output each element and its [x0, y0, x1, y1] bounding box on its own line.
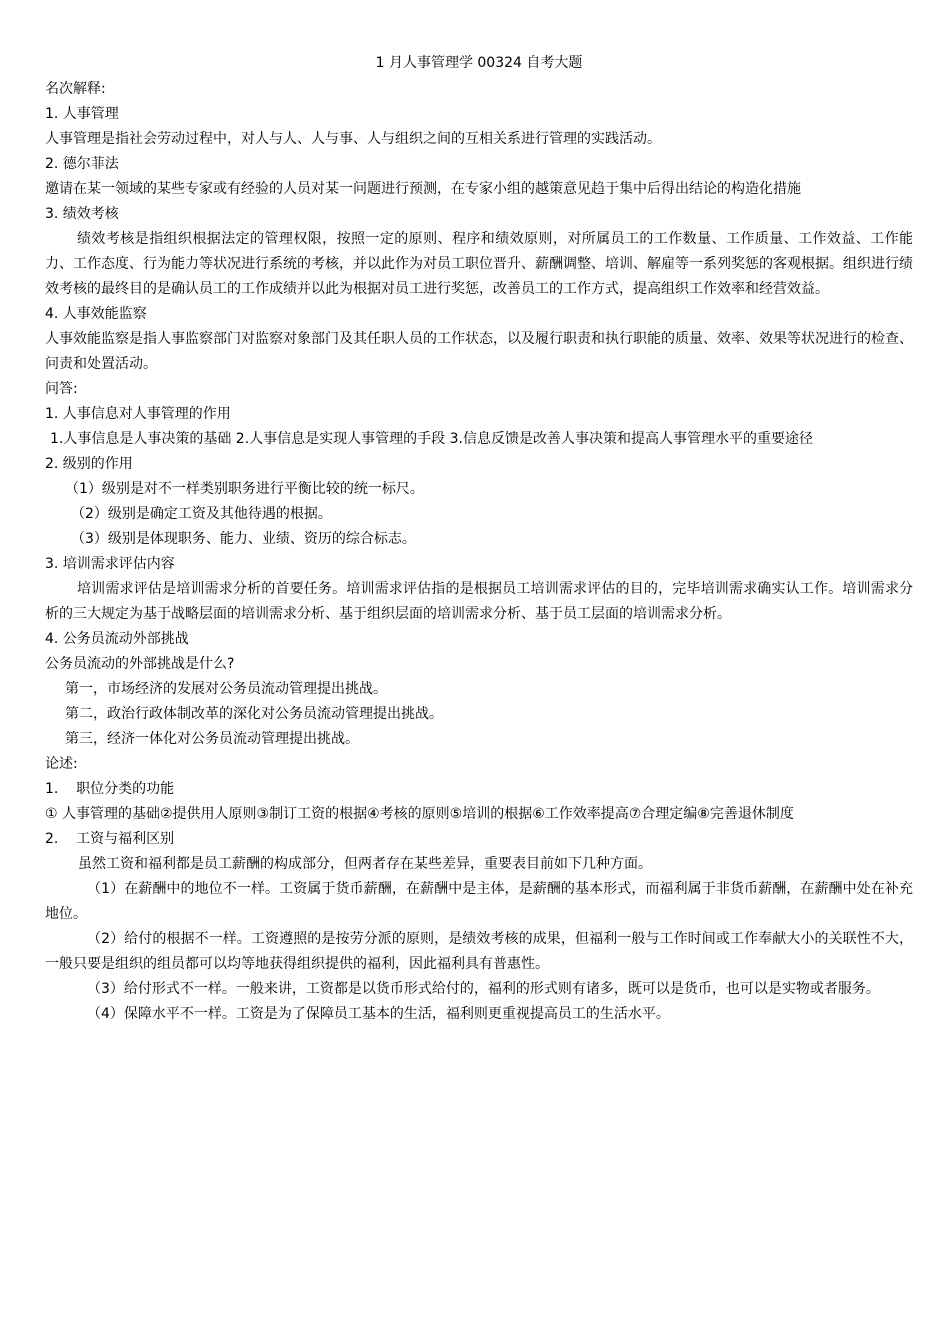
section-lunshu [45, 752, 913, 1027]
answer-text: 培训需求评估是培训需求分析的首要任务。培训需求评估指的是根据员工培训需求评估的目的，完毕培训需求确实认工作。培训需求分析的三大规定为基于战略层面的培训需求分析、基于组织层面的培训需求分析、基于员工层面的培训需求分析。 [45, 581, 913, 622]
term-definition: 绩效考核是指组织根据法定的管理权限，按照一定的原则、程序和绩效原则，对所属员工的工作数量、工作质量、工作效益、工作能力、工作态度、行为能力等状况进行系统的考核，并以此作为对员工职位晋升、薪酬调整、培训、解雇等一系列奖惩的客观根据。组织进行绩效考核的最终目的是确认员工的工作成绩并以此为根据对员工进行奖惩，改善员工的工作方式，提高组织工作效率和经营效益。 [45, 231, 913, 297]
answer-list-item: 第一，市场经济的发展对公务员流动管理提出挑战。 [65, 681, 387, 697]
section-heading: 问答: [45, 381, 78, 397]
term-heading: 1. 人事管理 [45, 106, 119, 122]
essay-point: （4）保障水平不一样。工资是为了保障员工基本的生活，福利则更重视提高员工的生活水平。 [87, 1006, 670, 1022]
essay-text: ① 人事管理的基础②提供用人原则③制订工资的根据④考核的原则⑤培训的根据⑥工作效率提高⑦合理定编⑧完善退休制度 [45, 806, 794, 822]
term-heading: 2. 德尔菲法 [45, 156, 119, 172]
term-heading: 3. 绩效考核 [45, 206, 119, 222]
answer-list-item: （2）级别是确定工资及其他待遇的根据。 [71, 506, 332, 522]
essay-point: （3）给付形式不一样。一般来讲，工资都是以货币形式给付的，福利的形式则有诸多，既可以是货币，也可以是实物或者服务。 [87, 981, 880, 997]
section-heading: 名次解释: [45, 81, 106, 97]
answer-list-item: 第二，政治行政体制改革的深化对公务员流动管理提出挑战。 [65, 706, 443, 722]
answer-list-item: 第三，经济一体化对公务员流动管理提出挑战。 [65, 731, 359, 747]
section-heading: 论述: [45, 756, 78, 772]
term-definition: 人事效能监察是指人事监察部门对监察对象部门及其任职人员的工作状态，以及履行职责和执行职能的质量、效率、效果等状况进行的检查、问责和处置活动。 [45, 331, 913, 372]
question-heading: 2. 级别的作用 [45, 456, 133, 472]
term-heading: 4. 人事效能监察 [45, 306, 147, 322]
essay-point: （1）在薪酬中的地位不一样。工资属于货币薪酬，在薪酬中是主体，是薪酬的基本形式，而福利属于非货币薪酬，在薪酬中处在补充地位。 [45, 881, 913, 922]
question-heading: 4. 公务员流动外部挑战 [45, 631, 189, 647]
answer-list-item: （1）级别是对不一样类别职务进行平衡比较的统一标尺。 [65, 481, 424, 497]
section-wenda [45, 377, 913, 752]
essay-intro: 虽然工资和福利都是员工薪酬的构成部分，但两者存在某些差异，重要表目前如下几种方面。 [78, 856, 652, 872]
essay-heading: 1. 职位分类的功能 [45, 781, 175, 797]
answer-list-item: （3）级别是体现职务、能力、业绩、资历的综合标志。 [71, 531, 416, 547]
document-title: 1 月人事管理学 00324 自考大题 [375, 55, 583, 71]
document-page [45, 51, 913, 1027]
term-definition: 人事管理是指社会劳动过程中，对人与人、人与事、人与组织之间的互相关系进行管理的实践活动。 [45, 131, 661, 147]
essay-heading: 2. 工资与福利区别 [45, 831, 175, 847]
term-definition: 邀请在某一领域的某些专家或有经验的人员对某一问题进行预测，在专家小组的越策意见趋于集中后得出结论的构造化措施 [45, 181, 801, 197]
sub-question: 公务员流动的外部挑战是什么? [45, 656, 235, 672]
essay-point: （2）给付的根据不一样。工资遵照的是按劳分派的原则，是绩效考核的成果，但福利一般与工作时间或工作奉献大小的关联性不大，一般只要是组织的组员都可以均等地获得组织提供的福利，因此福利具有普惠性。 [45, 931, 913, 972]
section-mingci [45, 77, 913, 377]
answer-text: 1.人事信息是人事决策的基础 2.人事信息是实现人事管理的手段 3.信息反馈是改善人事决策和提高人事管理水平的重要途径 [50, 431, 813, 447]
question-heading: 3. 培训需求评估内容 [45, 556, 175, 572]
question-heading: 1. 人事信息对人事管理的作用 [45, 406, 231, 422]
